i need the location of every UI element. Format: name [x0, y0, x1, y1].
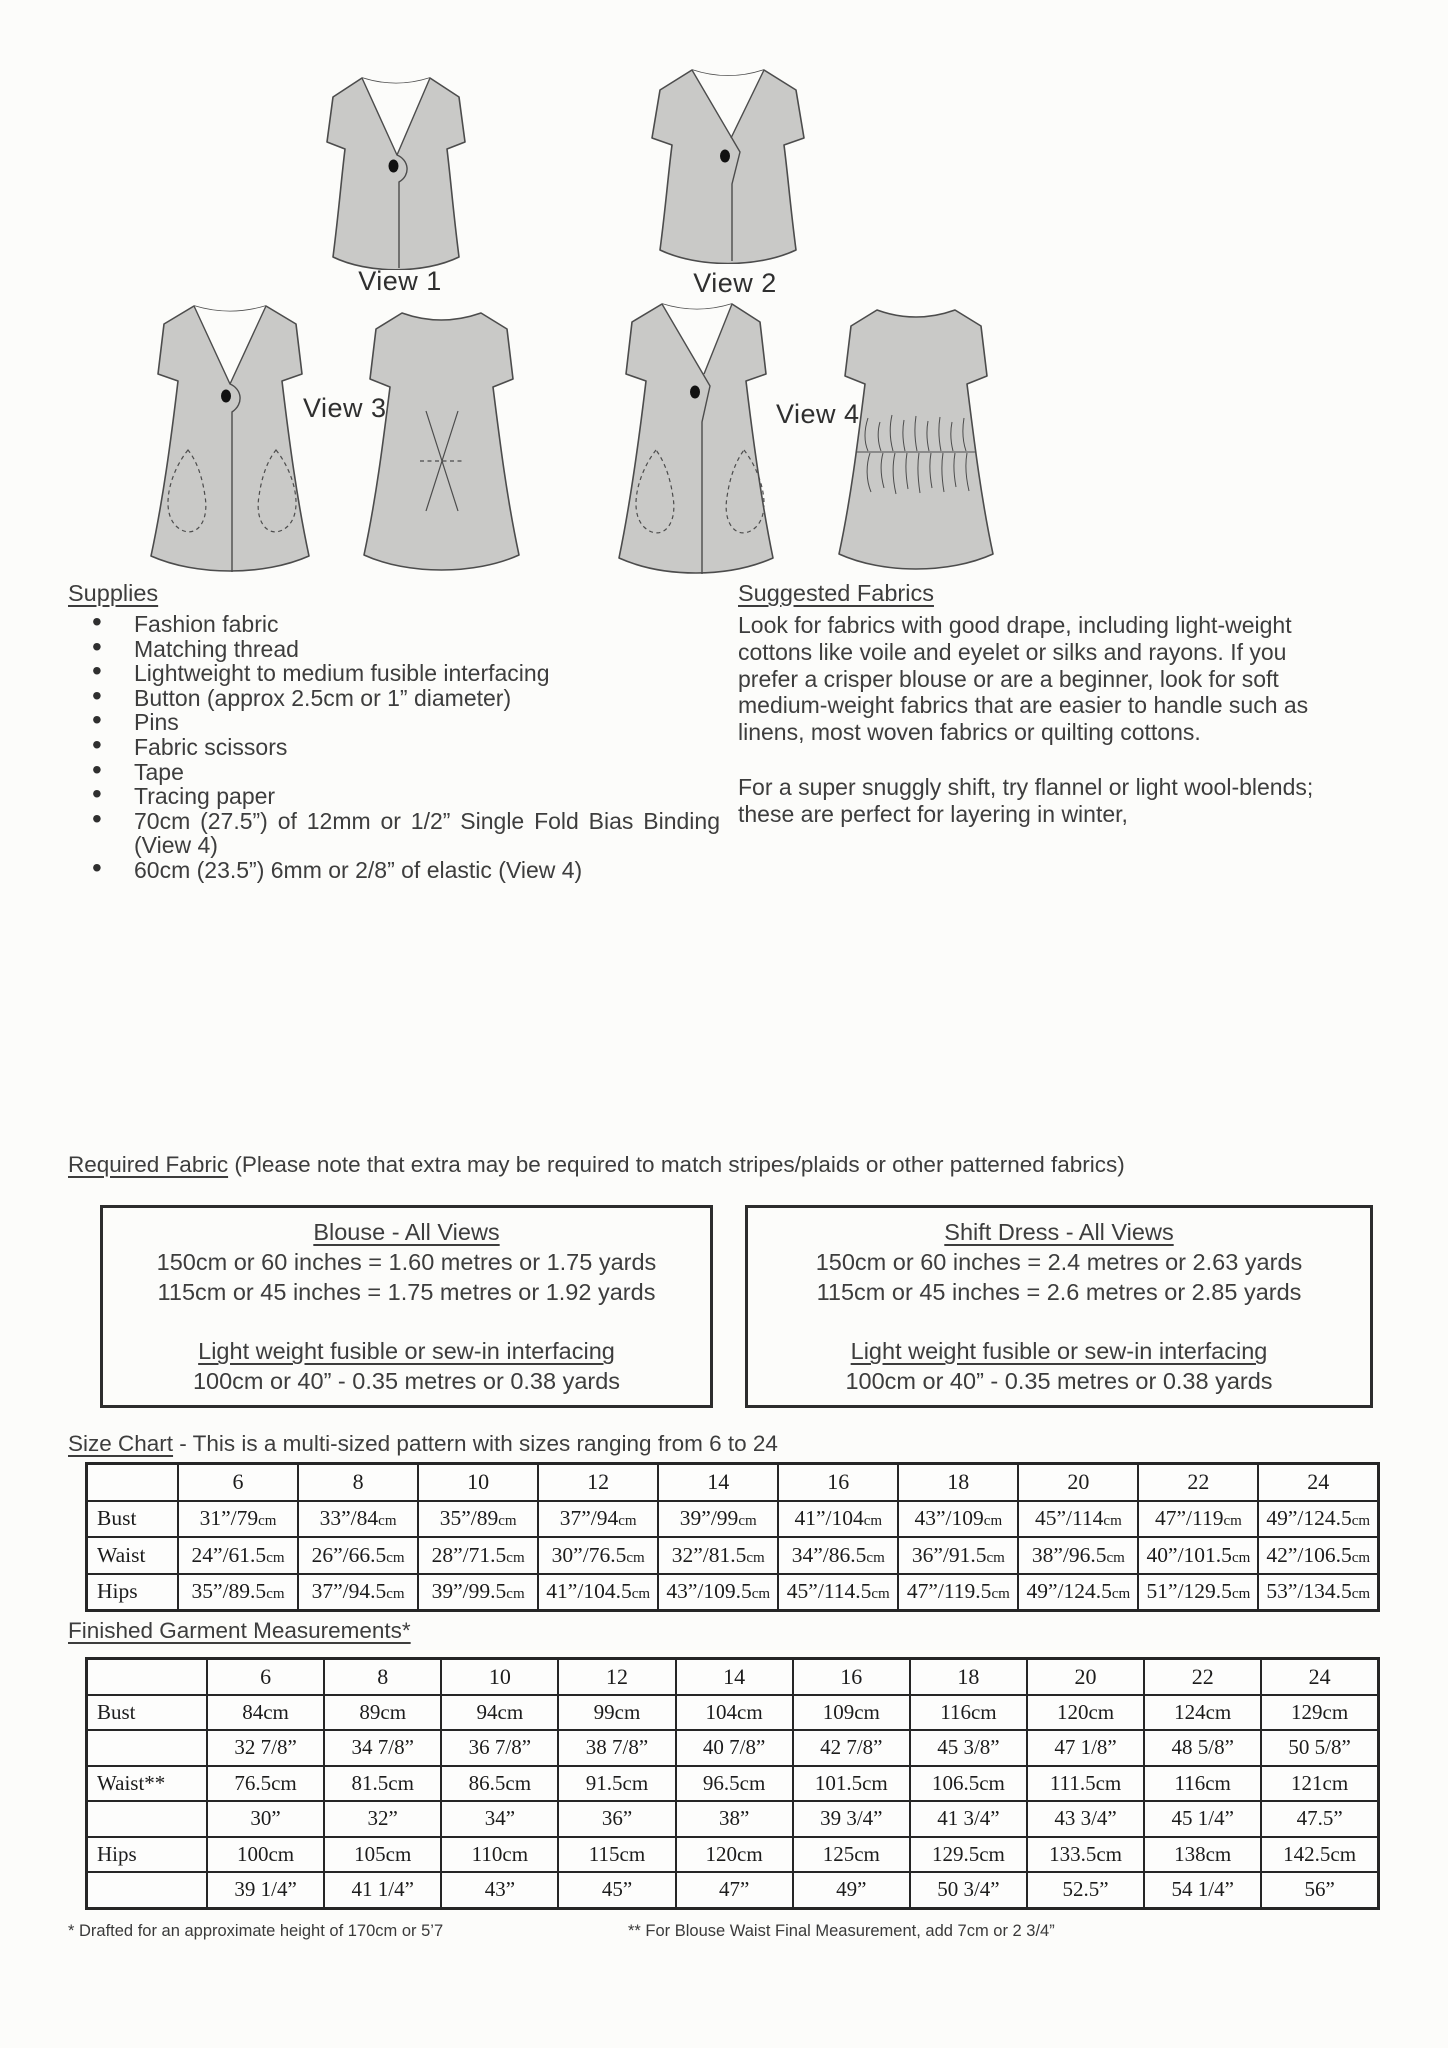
- view-3-dress-front-illustration: [128, 300, 333, 574]
- shift-dress-fabric-box: [745, 1205, 1373, 1408]
- size-column-header: 6: [207, 1659, 324, 1695]
- button-icon: [720, 150, 730, 163]
- row-label: Hips: [87, 1837, 208, 1873]
- button-icon: [690, 386, 700, 399]
- table-row: [87, 1537, 1379, 1574]
- view-2-label: View 2: [693, 268, 777, 298]
- measurement-cell: 106.5cm: [910, 1766, 1027, 1802]
- table-row: [87, 1574, 1379, 1611]
- table-header-row: [87, 1659, 1379, 1695]
- measurement-cell: 49”/124.5cm: [1258, 1501, 1378, 1538]
- measurement-cell: 45”/114cm: [1018, 1501, 1138, 1538]
- measurement-cell: 41”/104cm: [778, 1501, 898, 1538]
- measurement-cell: 129cm: [1261, 1695, 1378, 1731]
- measurement-cell: 47.5”: [1261, 1801, 1378, 1837]
- measurement-cell: 121cm: [1261, 1766, 1378, 1802]
- blouse-interfacing-line: 100cm or 40” - 0.35 metres or 0.38 yards: [192, 1368, 621, 1394]
- size-column-header: 10: [441, 1659, 558, 1695]
- size-column-header: 12: [538, 1464, 658, 1501]
- measurement-cell: 47”: [676, 1872, 793, 1908]
- size-column-header: 18: [910, 1659, 1027, 1695]
- measurement-cell: 36”/91.5cm: [898, 1537, 1018, 1574]
- corner-cell: [87, 1659, 208, 1695]
- measurement-cell: 81.5cm: [324, 1766, 441, 1802]
- view-1-label: View 1: [358, 266, 442, 296]
- measurement-cell: 115cm: [558, 1837, 675, 1873]
- measurement-cell: 91.5cm: [558, 1766, 675, 1802]
- measurement-cell: 76.5cm: [207, 1766, 324, 1802]
- measurement-cell: 38 7/8”: [558, 1730, 675, 1766]
- measurement-cell: 42”/106.5cm: [1258, 1537, 1378, 1574]
- measurement-cell: 86.5cm: [441, 1766, 558, 1802]
- measurement-cell: 50 3/4”: [910, 1872, 1027, 1908]
- measurement-cell: 116cm: [1144, 1766, 1261, 1802]
- view-3-dress-back-illustration: [350, 303, 533, 573]
- measurement-cell: 48 5/8”: [1144, 1730, 1261, 1766]
- row-label: [87, 1801, 208, 1837]
- corner-cell: [87, 1464, 179, 1501]
- measurement-cell: 42 7/8”: [793, 1730, 910, 1766]
- finished-measurements-table: [85, 1657, 1380, 1910]
- measurement-cell: 41”/104.5cm: [538, 1574, 658, 1611]
- button-icon: [221, 390, 231, 403]
- measurement-cell: 54 1/4”: [1144, 1872, 1261, 1908]
- size-chart-heading-line: [68, 1431, 1388, 1457]
- table-header-row: [87, 1464, 1379, 1501]
- measurement-cell: 38”/96.5cm: [1018, 1537, 1138, 1574]
- measurement-cell: 39”/99cm: [658, 1501, 778, 1538]
- size-column-header: 14: [676, 1659, 793, 1695]
- footnote-blouse-waist: ** For Blouse Waist Final Measurement, add 7cm or 2 3/4”: [628, 1922, 1055, 1940]
- measurement-cell: 100cm: [207, 1837, 324, 1873]
- supply-item: • Tracing paper: [68, 784, 720, 809]
- required-fabric-heading: Required Fabric: [68, 1152, 229, 1177]
- size-column-header: 10: [418, 1464, 538, 1501]
- measurement-cell: 43”/109.5cm: [658, 1574, 778, 1611]
- measurement-cell: 120cm: [676, 1837, 793, 1873]
- measurement-cell: 45”: [558, 1872, 675, 1908]
- blouse-box-line-1: 150cm or 60 inches = 1.60 metres or 1.75 yards: [156, 1249, 657, 1275]
- supplies-section: [68, 580, 720, 883]
- measurement-cell: 24”/61.5cm: [178, 1537, 298, 1574]
- measurement-cell: 51”/129.5cm: [1138, 1574, 1258, 1611]
- measurement-cell: 96.5cm: [676, 1766, 793, 1802]
- view-1-blouse-illustration: [300, 72, 492, 270]
- measurement-cell: 124cm: [1144, 1695, 1261, 1731]
- measurement-cell: 47 1/8”: [1027, 1730, 1144, 1766]
- measurement-cell: 101.5cm: [793, 1766, 910, 1802]
- size-column-header: 8: [298, 1464, 418, 1501]
- measurement-cell: 26”/66.5cm: [298, 1537, 418, 1574]
- finished-measurements-heading-line: [68, 1618, 768, 1644]
- measurement-cell: 89cm: [324, 1695, 441, 1731]
- measurement-cell: 36 7/8”: [441, 1730, 558, 1766]
- measurement-cell: 104cm: [676, 1695, 793, 1731]
- measurement-cell: 94cm: [441, 1695, 558, 1731]
- size-column-header: 14: [658, 1464, 778, 1501]
- footnote-height: * Drafted for an approximate height of 170cm or 5’7: [68, 1922, 444, 1940]
- size-column-header: 8: [324, 1659, 441, 1695]
- supplies-heading: Supplies: [68, 580, 159, 606]
- measurement-cell: 53”/134.5cm: [1258, 1574, 1378, 1611]
- blouse-box-line-2: 115cm or 45 inches = 1.75 metres or 1.92 yards: [157, 1279, 656, 1305]
- table-row: [87, 1730, 1379, 1766]
- view-4-label: View 4: [776, 399, 860, 429]
- size-column-header: 20: [1027, 1659, 1144, 1695]
- measurement-cell: 45 1/4”: [1144, 1801, 1261, 1837]
- blouse-box-title: Blouse - All Views: [313, 1219, 500, 1245]
- suggested-fabrics-paragraph-2: For a super snuggly shift, try flannel or light wool-blends; these are perfect for layering in winter,: [738, 773, 1314, 827]
- shift-box-title: Shift Dress - All Views: [944, 1219, 1174, 1245]
- table-row: [87, 1837, 1379, 1873]
- measurement-cell: 105cm: [324, 1837, 441, 1873]
- measurement-cell: 35”/89.5cm: [178, 1574, 298, 1611]
- size-column-header: 24: [1258, 1464, 1378, 1501]
- measurement-cell: 38”: [676, 1801, 793, 1837]
- row-label: Hips: [87, 1574, 179, 1611]
- measurement-cell: 49”/124.5cm: [1018, 1574, 1138, 1611]
- measurement-cell: 37”/94cm: [538, 1501, 658, 1538]
- view-4-dress-front-illustration: [598, 298, 793, 576]
- measurement-cell: 49”: [793, 1872, 910, 1908]
- size-column-header: 12: [558, 1659, 675, 1695]
- table-row: [87, 1695, 1379, 1731]
- measurement-cell: 41 3/4”: [910, 1801, 1027, 1837]
- measurement-cell: 133.5cm: [1027, 1837, 1144, 1873]
- table-row: [87, 1766, 1379, 1802]
- measurement-cell: 84cm: [207, 1695, 324, 1731]
- size-column-header: 16: [793, 1659, 910, 1695]
- measurement-cell: 56”: [1261, 1872, 1378, 1908]
- size-column-header: 24: [1261, 1659, 1378, 1695]
- measurement-cell: 109cm: [793, 1695, 910, 1731]
- row-label: Waist: [87, 1537, 179, 1574]
- view-2-blouse-illustration: [622, 64, 834, 264]
- measurement-cell: 125cm: [793, 1837, 910, 1873]
- measurement-cell: 32”/81.5cm: [658, 1537, 778, 1574]
- measurement-cell: 32”: [324, 1801, 441, 1837]
- measurement-cell: 30”: [207, 1801, 324, 1837]
- blouse-fabric-box: [100, 1205, 713, 1408]
- view-4-dress-back-illustration: [826, 300, 1006, 572]
- measurement-cell: 50 5/8”: [1261, 1730, 1378, 1766]
- row-label: Waist**: [87, 1766, 208, 1802]
- measurement-cell: 43”/109cm: [898, 1501, 1018, 1538]
- measurement-cell: 39 3/4”: [793, 1801, 910, 1837]
- suggested-fabrics-section: [738, 580, 1350, 828]
- supplies-list: [68, 612, 720, 883]
- measurement-cell: 34”/86.5cm: [778, 1537, 898, 1574]
- measurement-cell: 110cm: [441, 1837, 558, 1873]
- required-fabric-line: [68, 1152, 1388, 1178]
- measurement-cell: 52.5”: [1027, 1872, 1144, 1908]
- size-column-header: 6: [178, 1464, 298, 1501]
- measurement-cell: 32 7/8”: [207, 1730, 324, 1766]
- supply-item: • Pins: [68, 710, 720, 735]
- measurement-cell: 35”/89cm: [418, 1501, 538, 1538]
- measurement-cell: 45 3/8”: [910, 1730, 1027, 1766]
- row-label: Bust: [87, 1695, 208, 1731]
- shift-box-line-1: 150cm or 60 inches = 2.4 metres or 2.63 yards: [815, 1249, 1303, 1275]
- suggested-fabrics-paragraph-1: Look for fabrics with good drape, including light-weight cottons like voile and eyelet or silks and rayons. If you prefer a crisper blouse or are a beginner, look for soft medium-weight fabrics that are easier to handle such as linens, most woven fabrics or quilting cottons.: [738, 612, 1309, 746]
- supply-item: • Lightweight to medium fusible interfacing: [68, 661, 720, 686]
- size-chart-table: [85, 1462, 1380, 1612]
- table-row: [87, 1801, 1379, 1837]
- required-fabric-note: (Please note that extra may be required to match stripes/plaids or other patterned fabrics): [228, 1152, 1125, 1177]
- measurement-cell: 142.5cm: [1261, 1837, 1378, 1873]
- measurement-cell: 34 7/8”: [324, 1730, 441, 1766]
- measurement-cell: 28”/71.5cm: [418, 1537, 538, 1574]
- shift-box-line-2: 115cm or 45 inches = 2.6 metres or 2.85 yards: [816, 1279, 1302, 1305]
- supply-item: • Fabric scissors: [68, 735, 720, 760]
- finished-measurements-heading: Finished Garment Measurements*: [68, 1618, 411, 1643]
- shift-interfacing-line: 100cm or 40” - 0.35 metres or 0.38 yards: [845, 1368, 1273, 1394]
- button-icon: [389, 160, 399, 173]
- supply-item: • 60cm (23.5”) 6mm or 2/8” of elastic (View 4): [68, 858, 720, 883]
- measurement-cell: 120cm: [1027, 1695, 1144, 1731]
- size-column-header: 18: [898, 1464, 1018, 1501]
- size-column-header: 20: [1018, 1464, 1138, 1501]
- measurement-cell: 47”/119.5cm: [898, 1574, 1018, 1611]
- measurement-cell: 111.5cm: [1027, 1766, 1144, 1802]
- measurement-cell: 40 7/8”: [676, 1730, 793, 1766]
- supply-item: • Fashion fabric: [68, 612, 720, 637]
- measurement-cell: 39”/99.5cm: [418, 1574, 538, 1611]
- measurement-cell: 45”/114.5cm: [778, 1574, 898, 1611]
- measurement-cell: 47”/119cm: [1138, 1501, 1258, 1538]
- measurement-cell: 30”/76.5cm: [538, 1537, 658, 1574]
- suggested-fabrics-heading: Suggested Fabrics: [738, 580, 934, 606]
- supply-item: • Button (approx 2.5cm or 1” diameter): [68, 686, 720, 711]
- view-3-label: View 3: [303, 393, 387, 423]
- size-column-header: 22: [1138, 1464, 1258, 1501]
- measurement-cell: 43”: [441, 1872, 558, 1908]
- measurement-cell: 43 3/4”: [1027, 1801, 1144, 1837]
- supply-item: • Matching thread: [68, 637, 720, 662]
- size-chart-heading-note: - This is a multi-sized pattern with sizes ranging from 6 to 24: [173, 1431, 778, 1456]
- table-row: [87, 1501, 1379, 1538]
- row-label: [87, 1730, 208, 1766]
- table-row: [87, 1872, 1379, 1908]
- measurement-cell: 33”/84cm: [298, 1501, 418, 1538]
- measurement-cell: 31”/79cm: [178, 1501, 298, 1538]
- size-column-header: 22: [1144, 1659, 1261, 1695]
- row-label: [87, 1872, 208, 1908]
- row-label: Bust: [87, 1501, 179, 1538]
- size-column-header: 16: [778, 1464, 898, 1501]
- supply-item: • Tape: [68, 760, 720, 785]
- measurement-cell: 37”/94.5cm: [298, 1574, 418, 1611]
- measurement-cell: 138cm: [1144, 1837, 1261, 1873]
- blouse-interfacing-title: Light weight fusible or sew-in interfacing: [198, 1338, 615, 1364]
- measurement-cell: 40”/101.5cm: [1138, 1537, 1258, 1574]
- measurement-cell: 41 1/4”: [324, 1872, 441, 1908]
- supply-item: • 70cm (27.5”) of 12mm or 1/2” Single Fold Bias Binding (View 4): [68, 809, 720, 858]
- shift-interfacing-title: Light weight fusible or sew-in interfacing: [850, 1338, 1268, 1364]
- measurement-cell: 129.5cm: [910, 1837, 1027, 1873]
- measurement-cell: 36”: [558, 1801, 675, 1837]
- measurement-cell: 39 1/4”: [207, 1872, 324, 1908]
- measurement-cell: 34”: [441, 1801, 558, 1837]
- measurement-cell: 116cm: [910, 1695, 1027, 1731]
- measurement-cell: 99cm: [558, 1695, 675, 1731]
- size-chart-heading: Size Chart: [68, 1431, 174, 1456]
